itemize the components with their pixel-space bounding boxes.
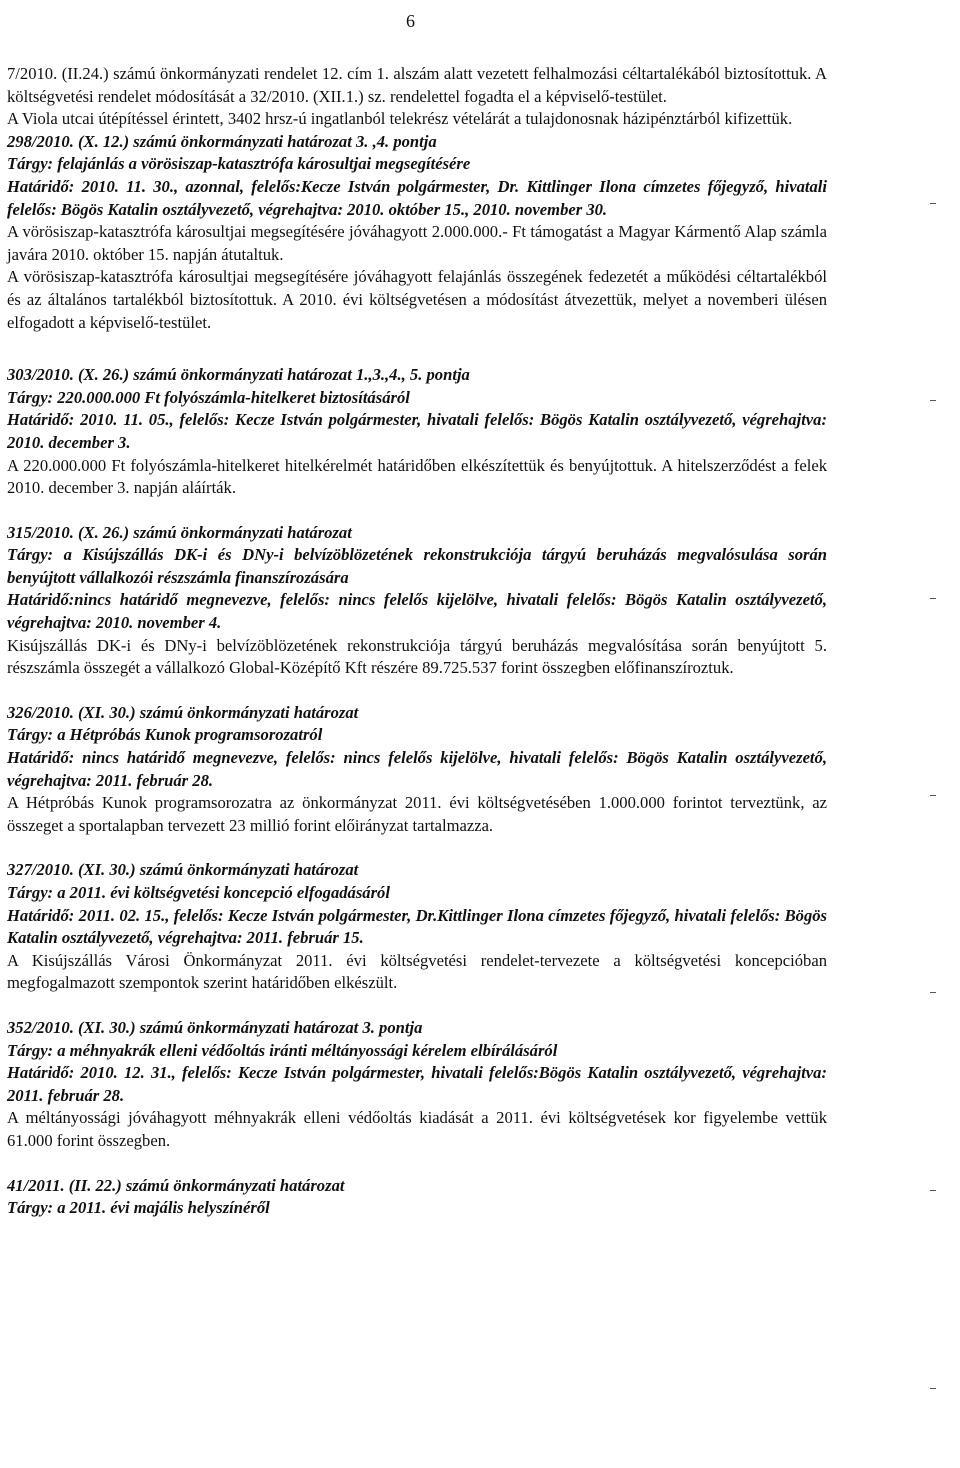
resolution-section-352 <box>7 1017 827 1153</box>
resolution-subject: Tárgy: a Kisújszállás DK-i és DNy-i belvízöblözetének rekonstrukciója tárgyú beruházás megvalósulása során benyújtott vállalkozói részszámla finanszírozására <box>7 545 827 587</box>
resolution-body-paragraph: Kisújszállás DK-i és DNy-i belvízöblözetének rekonstrukciója tárgyú beruházás megvalósítása során benyújtott 5. részszámla összegét a vállalkozó Global-Középítő Kft részére 89.725.537 forint összegben előfinanszíroztuk. <box>7 635 827 678</box>
resolution-section-326 <box>7 702 827 838</box>
resolution-deadline: Határidő: nincs határidő megnevezve, felelős: nincs felelős kijelölve, hivatali felelős: Bögös Katalin osztályvezető, végrehajtva: 2011. február 28. <box>7 748 827 790</box>
page-number: 6 <box>406 11 415 31</box>
resolution-heading: 315/2010. (X. 26.) számú önkormányzati határozat <box>7 522 352 542</box>
intro-paragraph-2: A Viola utcai útépítéssel érintett, 3402 hrsz-ú ingatlanból telekrész vételárát a tulajdonosnak házipénztárból kifizettük. <box>7 109 793 129</box>
resolution-deadline: Határidő: 2010. 12. 31., felelős: Kecze István polgármester, hivatali felelős:Bögös Katalin osztályvezető, végrehajtva: 2011. február 28. <box>7 1063 827 1105</box>
document-body <box>7 63 827 1220</box>
resolution-body-paragraph: A méltányossági jóváhagyott méhnyakrák elleni védőoltás kiadását a 2011. évi költségvetések kor figyelembe vettük 61.000 forint összegben. <box>7 1108 827 1150</box>
resolution-heading: 41/2011. (II. 22.) számú önkormányzati határozat <box>7 1175 345 1195</box>
scan-margin-mark <box>930 203 936 204</box>
resolution-subject: Tárgy: a méhnyakrák elleni védőoltás iránti méltányossági kérelem elbírálásáról <box>7 1040 558 1060</box>
resolution-heading: 326/2010. (XI. 30.) számú önkormányzati határozat <box>7 702 359 722</box>
resolution-section-41 <box>7 1175 827 1220</box>
resolution-body-paragraph: A vörösiszap-katasztrófa károsultjai megsegítésére jóváhagyott felajánlás összegének fedezetét a működési céltartalékból és az általános tartalékból biztosítottuk. A 2010. évi költségvetésen a módosítást átvezettük, melyet a novemberi ülésen elfogadott a képviselő-testület. <box>7 267 827 332</box>
resolution-subject: Tárgy: 220.000.000 Ft folyószámla-hitelkeret biztosításáról <box>7 387 410 407</box>
resolution-subject: Tárgy: a Hétpróbás Kunok programsorozatról <box>7 725 323 745</box>
resolution-body-paragraph: A vörösiszap-katasztrófa károsultjai megsegítésére jóváhagyott 2.000.000.- Ft támogatást a Magyar Kármentő Alap számla javára 2010. október 15. napján átutaltuk. <box>7 222 827 264</box>
resolution-section-298 <box>7 131 827 334</box>
scan-margin-mark <box>930 992 936 993</box>
resolution-heading: 298/2010. (X. 12.) számú önkormányzati határozat 3. ,4. pontja <box>7 131 437 151</box>
resolution-section-315 <box>7 522 827 680</box>
resolution-body-paragraph: A Kisújszállás Városi Önkormányzat 2011. évi költségvetési rendelet-tervezete a költségvetési koncepcióban megfogalmazott szempontok szerint határidőben elkészült. <box>7 950 827 993</box>
scan-margin-mark <box>930 400 936 401</box>
resolution-heading: 303/2010. (X. 26.) számú önkormányzati határozat 1.,3.,4., 5. pontja <box>7 365 470 385</box>
resolution-section-327 <box>7 859 827 995</box>
resolution-subject: Tárgy: felajánlás a vörösiszap-katasztrófa károsultjai megsegítésére <box>7 154 471 174</box>
scan-margin-mark <box>930 1388 936 1389</box>
scan-margin-mark <box>930 1190 936 1191</box>
resolution-section-303 <box>7 364 827 500</box>
resolution-heading: 352/2010. (XI. 30.) számú önkormányzati határozat 3. pontja <box>7 1017 423 1037</box>
resolution-deadline: Határidő:nincs határidő megnevezve, felelős: nincs felelős kijelölve, hivatali felelős: Bögös Katalin osztályvezető, végrehajtva: 2010. november 4. <box>7 590 827 633</box>
resolution-body-paragraph: A Hétpróbás Kunok programsorozatra az önkormányzat 2011. évi költségvetésében 1.000.000 forintot terveztünk, az összeget a sportalapban tervezett 23 millió forint előirányzat tartalmazza. <box>7 793 827 835</box>
resolution-heading: 327/2010. (XI. 30.) számú önkormányzati határozat <box>7 860 359 880</box>
scan-margin-mark <box>930 795 936 796</box>
resolution-deadline: Határidő: 2011. 02. 15., felelős: Kecze István polgármester, Dr.Kittlinger Ilona címzetes főjegyző, hivatali felelős: Bögös Katalin osztályvezető, végrehajtva: 2011. február 15. <box>7 905 827 948</box>
scan-margin-mark <box>930 598 936 599</box>
resolution-subject: Tárgy: a 2011. évi majális helyszínéről <box>7 1198 270 1218</box>
intro-paragraph-1: 7/2010. (II.24.) számú önkormányzati rendelet 12. cím 1. alszám alatt vezetett felhalmozási céltartalékából biztosítottuk. A költségvetési rendelet módosítását a 32/2010. (XII.1.) sz. rendelettel fogadta el a képviselő-testület. <box>7 64 827 106</box>
resolution-deadline: Határidő: 2010. 11. 05., felelős: Kecze István polgármester, hivatali felelős: Bögös Katalin osztályvezető, végrehajtva: 2010. december 3. <box>7 410 827 452</box>
resolution-body-paragraph: A 220.000.000 Ft folyószámla-hitelkeret hitelkérelmét határidőben elkészítettük és benyújtottuk. A hitelszerződést a felek 2010. december 3. napján aláírták. <box>7 455 827 498</box>
resolution-deadline: Határidő: 2010. 11. 30., azonnal, felelős:Kecze István polgármester, Dr. Kittlinger Ilona címzetes főjegyző, hivatali felelős: Bögös Katalin osztályvezető, végrehajtva: 2010. október 15., 2010. november 30. <box>7 176 827 219</box>
resolution-subject: Tárgy: a 2011. évi költségvetési koncepció elfogadásáról <box>7 883 390 902</box>
